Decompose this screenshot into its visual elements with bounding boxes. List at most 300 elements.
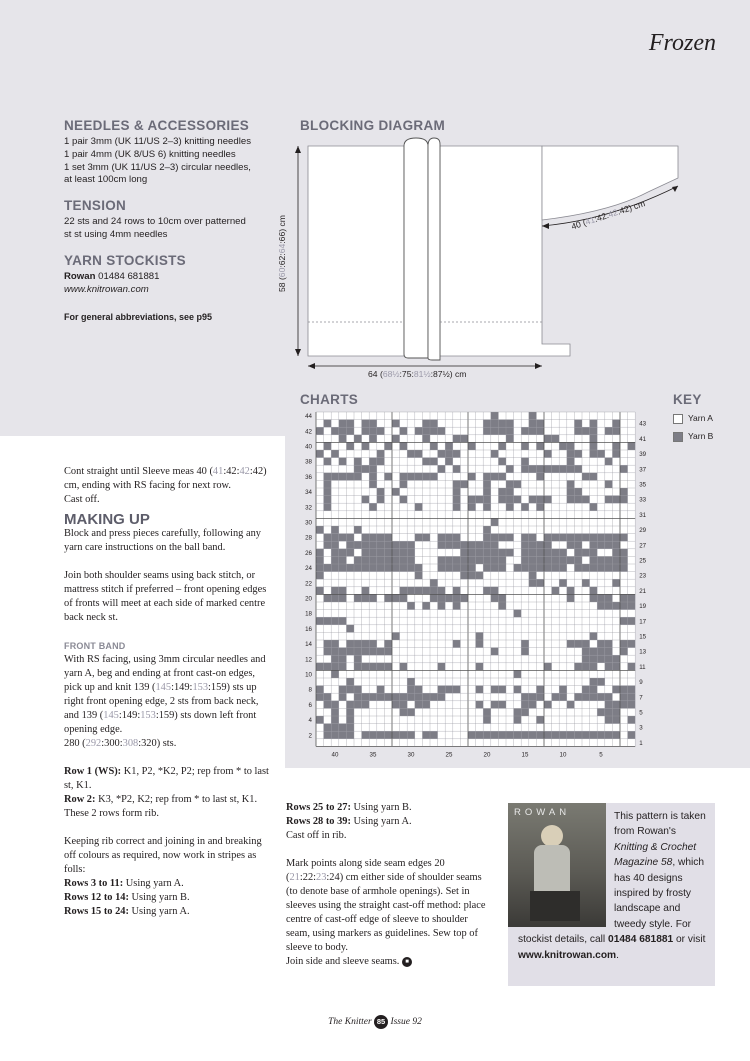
chart-cell-yarn-b [392,731,400,739]
chart-cell-yarn-b [483,541,491,549]
chart-cell-yarn-b [529,534,537,542]
chart-cell-yarn-b [491,541,499,549]
chart-cell-yarn-b [605,534,613,542]
chart-cell-yarn-b [407,693,415,701]
chart-cell-yarn-b [544,663,552,671]
chart-cell-yarn-b [453,534,461,542]
chart-cell-yarn-b [392,549,400,557]
chart-cell-yarn-b [483,427,491,435]
chart-tick-label: 35 [639,481,647,489]
chart-cell-yarn-b [536,686,544,694]
chart-cell-yarn-b [339,655,347,663]
chart-cell-yarn-b [476,632,484,640]
chart-cell-yarn-b [369,458,377,466]
chart-cell-yarn-b [620,594,628,602]
chart-tick-label: 11 [639,663,646,671]
chart-cell-yarn-b [521,541,529,549]
charts-heading: CHARTS [300,392,359,407]
chart-cell-yarn-b [331,731,339,739]
key-heading: KEY [673,392,702,407]
chart-cell-yarn-b [483,564,491,572]
chart-cell-yarn-b [415,686,423,694]
chart-cell-yarn-b [612,534,620,542]
chart-cell-yarn-b [407,450,415,458]
chart-cell-yarn-b [324,648,332,656]
chart-cell-yarn-b [362,693,370,701]
chart-cell-yarn-b [476,701,484,709]
chart-cell-yarn-b [590,427,598,435]
chart-cell-yarn-b [529,541,537,549]
sleeve-finish-text: Cont straight until Sleeve meas 40 (41:42:42:42) cm, ending with RS facing for next row. [64,466,267,491]
chart-cell-yarn-b [483,488,491,496]
chart-cell-yarn-b [346,442,354,450]
chart-cell-yarn-b [536,465,544,473]
chart-cell-yarn-b [574,549,582,557]
chart-cell-yarn-b [346,534,354,542]
chart-cell-yarn-b [605,458,613,466]
chart-cell-yarn-b [567,488,575,496]
chart-cell-yarn-b [597,564,605,572]
chart-cell-yarn-b [574,488,582,496]
chart-tick-label: 19 [639,603,647,611]
chart-tick-label: 5 [639,709,643,717]
chart-cell-yarn-b [552,564,560,572]
chart-cell-yarn-b [339,594,347,602]
chart-cell-yarn-b [392,488,400,496]
chart-cell-yarn-b [400,594,408,602]
chart-tick-label: 1 [639,739,643,747]
chart-cell-yarn-b [544,534,552,542]
chart-cell-yarn-b [339,427,347,435]
chart-cell-yarn-b [628,602,636,610]
chart-cell-yarn-b [438,686,446,694]
chart-cell-yarn-b [468,549,476,557]
chart-cell-yarn-b [552,465,560,473]
chart-cell-yarn-b [476,663,484,671]
chart-cell-yarn-b [574,496,582,504]
chart-cell-yarn-b [339,617,347,625]
chart-tick-label: 6 [308,701,312,709]
chart-cell-yarn-b [491,450,499,458]
chart-cell-yarn-b [605,594,613,602]
stripes-text: Keeping rib correct and joining in and breaking off colours as required, now work in stripes as folls: [64,836,262,875]
chart-cell-yarn-b [544,731,552,739]
chart-cell-yarn-b [346,708,354,716]
chart-cell-yarn-b [590,534,598,542]
chart-cell-yarn-b [476,640,484,648]
chart-cell-yarn-b [324,534,332,542]
chart-cell-yarn-b [324,541,332,549]
chart-cell-yarn-b [620,488,628,496]
chart-tick-label: 40 [331,751,339,759]
chart-cell-yarn-b [407,541,415,549]
chart-cell-yarn-b [438,534,446,542]
chart-cell-yarn-b [346,564,354,572]
making-up-text: Block and press pieces carefully, following any yarn care instructions on the ball band. [64,528,261,553]
chart-cell-yarn-b [468,731,476,739]
rows-3-11: Rows 3 to 11: Using yarn A. [64,878,184,889]
chart-cell-yarn-b [346,731,354,739]
chart-tick-label: 15 [521,751,529,759]
chart-cell-yarn-b [415,473,423,481]
chart-cell-yarn-b [590,594,598,602]
chart-cell-yarn-b [339,686,347,694]
chart-cell-yarn-b [346,716,354,724]
chart-tick-label: 33 [639,496,647,504]
chart-cell-yarn-b [453,480,461,488]
chart-tick-label: 29 [639,527,647,535]
chart-cell-yarn-b [544,450,552,458]
chart-cell-yarn-b [415,701,423,709]
chart-cell-yarn-b [316,693,324,701]
chart-cell-yarn-b [362,534,370,542]
front-band-heading: FRONT BAND [64,641,126,651]
chart-cell-yarn-b [491,701,499,709]
chart-cell-yarn-b [574,640,582,648]
stockist-brand: Rowan [64,270,96,282]
chart-cell-yarn-b [346,648,354,656]
chart-cell-yarn-b [483,716,491,724]
chart-cell-yarn-b [407,678,415,686]
page-footer [0,1015,750,1029]
chart-cell-yarn-b [498,458,506,466]
chart-tick-label: 12 [305,656,312,664]
chart-cell-yarn-b [316,686,324,694]
chart-cell-yarn-b [514,731,522,739]
chart-cell-yarn-b [498,534,506,542]
chart-cell-yarn-b [407,556,415,564]
chart-cell-yarn-b [590,587,598,595]
chart-cell-yarn-b [620,693,628,701]
chart-cell-yarn-b [415,693,423,701]
chart-cell-yarn-b [552,549,560,557]
chart-cell-yarn-b [445,541,453,549]
chart-cell-yarn-b [491,731,499,739]
abbreviations-note: For general abbreviations, see p95 [64,312,213,323]
chart-cell-yarn-b [628,731,636,739]
chart-cell-yarn-b [369,534,377,542]
chart-cell-yarn-b [331,655,339,663]
chart-cell-yarn-b [476,686,484,694]
chart-cell-yarn-b [559,731,567,739]
chart-cell-yarn-b [612,655,620,663]
chart-cell-yarn-b [620,496,628,504]
chart-cell-yarn-b [597,534,605,542]
chart-cell-yarn-b [590,655,598,663]
chart-cell-yarn-b [438,587,446,595]
chart-cell-yarn-b [612,564,620,572]
key-item-yarn-b: Yarn B [673,431,713,442]
chart-cell-yarn-b [415,587,423,595]
chart-cell-yarn-b [605,655,613,663]
chart-cell-yarn-b [331,556,339,564]
chart-cell-yarn-b [453,640,461,648]
chart-tick-label: 37 [639,466,647,474]
chart-cell-yarn-b [339,663,347,671]
chart-cell-yarn-b [369,556,377,564]
chart-cell-yarn-b [552,435,560,443]
chart-cell-yarn-b [506,420,514,428]
chart-cell-yarn-b [597,602,605,610]
chart-cell-yarn-b [331,450,339,458]
chart-cell-yarn-b [468,541,476,549]
chart-cell-yarn-b [597,693,605,701]
chart-cell-yarn-b [346,427,354,435]
chart-cell-yarn-b [597,556,605,564]
chart-cell-yarn-b [536,473,544,481]
chart-cell-yarn-b [430,442,438,450]
chart-cell-yarn-b [544,549,552,557]
chart-cell-yarn-b [476,731,484,739]
chart-cell-yarn-b [491,648,499,656]
chart-cell-yarn-b [324,640,332,648]
chart-cell-yarn-b [620,465,628,473]
chart-cell-yarn-b [468,556,476,564]
chart-cell-yarn-b [400,442,408,450]
chart-cell-yarn-b [506,534,514,542]
chart-cell-yarn-b [400,663,408,671]
chart-cell-yarn-b [430,579,438,587]
chart-cell-yarn-b [438,556,446,564]
chart-cell-yarn-b [339,564,347,572]
chart-cell-yarn-b [400,708,408,716]
chart-cell-yarn-b [362,556,370,564]
chart-cell-yarn-b [407,731,415,739]
chart-cell-yarn-b [377,450,385,458]
chart-cell-yarn-b [422,420,430,428]
chart-cell-yarn-b [521,442,529,450]
chart-cell-yarn-b [521,458,529,466]
page-number: 85 [374,1015,388,1029]
chart-cell-yarn-b [590,473,598,481]
chart-cell-yarn-b [552,587,560,595]
chart-cell-yarn-b [612,549,620,557]
chart-cell-yarn-b [453,450,461,458]
chart-cell-yarn-b [392,693,400,701]
seams-text: Join side and sleeve seams. ■ [286,955,492,969]
rows-28-39: Rows 28 to 39: Using yarn A. [286,816,412,827]
chart-tick-label: 9 [639,679,643,687]
chart-cell-yarn-b [354,701,362,709]
chart-cell-yarn-b [612,427,620,435]
chart-cell-yarn-b [460,549,468,557]
chart-cell-yarn-b [468,442,476,450]
chart-cell-yarn-b [574,564,582,572]
ad-text: This pattern is taken from Rowan's Knitting & Crochet Magazine 58, which has 40 designs inspired by frosty landscape and tweedy style. For stockist details, call 01484 681881 or visit www.knitrowan.com. [518,811,706,961]
chart-cell-yarn-b [331,716,339,724]
chart-cell-yarn-b [362,427,370,435]
chart-cell-yarn-b [628,686,636,694]
chart-cell-yarn-b [354,473,362,481]
chart-cell-yarn-b [362,496,370,504]
chart-cell-yarn-b [574,731,582,739]
making-up-heading: MAKING UP [64,511,150,528]
chart-cell-yarn-b [369,435,377,443]
chart-cell-yarn-b [316,716,324,724]
chart-cell-yarn-b [377,534,385,542]
sleeves-text: Mark points along side seam edges 20 (21:22:23:24) cm either side of shoulder seams (to denote base of armhole openings). Set in sleeves using the straight cast-off method: place centre of cast-off edge of sleeve to shoulder seam, using markers as guidelines. Sew top of sleeve to body. [286,858,486,953]
chart-cell-yarn-b [468,503,476,511]
chart-cell-yarn-b [514,686,522,694]
chart-cell-yarn-b [521,549,529,557]
chart-cell-yarn-b [438,450,446,458]
chart-cell-yarn-b [415,503,423,511]
chart-cell-yarn-b [536,442,544,450]
chart-cell-yarn-b [400,480,408,488]
chart-cell-yarn-b [331,670,339,678]
end-mark-icon: ■ [402,957,412,967]
chart-cell-yarn-b [559,579,567,587]
chart-cell-yarn-b [597,450,605,458]
chart-cell-yarn-b [582,427,590,435]
chart-cell-yarn-b [514,610,522,618]
chart-cell-yarn-b [362,594,370,602]
cover-brand: ROWAN [514,807,571,818]
shoulder-seams-text: Join both shoulder seams using back stitch, or mattress stitch if preferred – front opening edges of fronts will meet at each side of marked centre back neck st. [64,570,267,623]
chart-cell-yarn-b [362,701,370,709]
chart-cell-yarn-b [346,640,354,648]
chart-cell-yarn-b [369,693,377,701]
chart-cell-yarn-b [453,503,461,511]
tension-line: st st using 4mm needles [64,228,168,240]
chart-cell-yarn-b [612,701,620,709]
ad-url[interactable]: www.knitrowan.com [518,949,617,961]
chart-cell-yarn-b [430,427,438,435]
chart-cell-yarn-b [369,503,377,511]
chart-cell-yarn-b [483,731,491,739]
needles-line: 1 pair 4mm (UK 8/US 6) knitting needles [64,148,236,160]
chart-cell-yarn-b [483,556,491,564]
chart-cell-yarn-b [430,587,438,595]
blocking-heading: BLOCKING DIAGRAM [300,118,446,133]
chart-cell-yarn-b [346,678,354,686]
chart-cell-yarn-b [453,594,461,602]
chart-cell-yarn-b [536,716,544,724]
chart-tick-label: 41 [639,435,647,443]
chart-cell-yarn-b [506,427,514,435]
chart-cell-yarn-b [612,450,620,458]
chart-cell-yarn-b [331,427,339,435]
chart-cell-yarn-b [453,587,461,595]
chart-cell-yarn-b [316,526,324,534]
chart-cell-yarn-b [400,427,408,435]
needles-heading: NEEDLES & ACCESSORIES [64,118,250,133]
chart-tick-label: 15 [639,633,647,641]
chart-cell-yarn-b [605,663,613,671]
chart-cell-yarn-b [605,648,613,656]
chart-cell-yarn-b [346,473,354,481]
chart-cell-yarn-b [422,534,430,542]
chart-cell-yarn-b [559,534,567,542]
chart-cell-yarn-b [521,701,529,709]
chart-tick-label: 4 [308,717,312,725]
chart-cell-yarn-b [331,701,339,709]
chart-cell-yarn-b [384,640,392,648]
chart-cell-yarn-b [438,465,446,473]
chart-cell-yarn-b [354,556,362,564]
chart-tick-label: 35 [369,751,377,759]
front-band-text: With RS facing, using 3mm circular needles and yarn A, beg and ending at front cast-on edges, pick up and knit 139 (145:149:153:159) sts up right front opening edge, 2 sts from back neck, and 139 (145:149:153:159) sts down left front opening edge. [64,654,266,735]
chart-tick-label: 14 [305,641,312,649]
chart-cell-yarn-b [422,602,430,610]
chart-cell-yarn-b [567,480,575,488]
chart-cell-yarn-b [331,534,339,542]
chart-cell-yarn-b [491,686,499,694]
chart-cell-yarn-b [384,541,392,549]
tension-line: 22 sts and 24 rows to 10cm over patterned [64,216,246,228]
chart-tick-label: 43 [639,420,647,428]
chart-tick-label: 25 [639,557,647,565]
chart-tick-label: 26 [305,549,312,557]
rows-12-14: Rows 12 to 14: Using yarn B. [64,892,190,903]
chart-cell-yarn-b [612,541,620,549]
chart-cell-yarn-b [369,731,377,739]
stockist-phone: 01484 681881 [95,270,160,282]
chart-cell-yarn-b [491,412,499,420]
chart-cell-yarn-b [324,701,332,709]
chart-cell-yarn-b [514,708,522,716]
chart-cell-yarn-b [567,731,575,739]
chart-cell-yarn-b [574,534,582,542]
chart-cell-yarn-b [628,617,636,625]
chart-cell-yarn-b [483,496,491,504]
chart-cell-yarn-b [324,594,332,602]
chart-cell-yarn-b [514,670,522,678]
chart-cell-yarn-b [574,663,582,671]
chart-cell-yarn-b [384,594,392,602]
chart-cell-yarn-b [316,427,324,435]
chart-cell-yarn-b [468,572,476,580]
middle-column [286,801,492,969]
chart-cell-yarn-b [597,655,605,663]
chart-cell-yarn-b [574,541,582,549]
chart-cell-yarn-b [400,496,408,504]
chart-cell-yarn-b [567,496,575,504]
chart-cell-yarn-b [628,594,636,602]
cast-off-rib-text: Cast off in rib. [286,830,347,841]
chart-cell-yarn-b [346,420,354,428]
chart-cell-yarn-b [506,435,514,443]
chart-cell-yarn-b [612,442,620,450]
chart-cell-yarn-b [331,648,339,656]
chart-cell-yarn-b [316,564,324,572]
chart-cell-yarn-b [331,640,339,648]
chart-cell-yarn-b [369,564,377,572]
chart-cell-yarn-b [628,663,636,671]
chart-cell-yarn-b [369,594,377,602]
chart-cell-yarn-b [400,473,408,481]
chart-cell-yarn-b [377,693,385,701]
chart-cell-yarn-b [491,587,499,595]
chart-cell-yarn-b [324,564,332,572]
stockist-url[interactable]: www.knitrowan.com [64,283,149,295]
chart-cell-yarn-b [567,640,575,648]
chart-cell-yarn-b [483,526,491,534]
chart-cell-yarn-b [354,564,362,572]
chart-cell-yarn-b [559,442,567,450]
chart-cell-yarn-b [354,655,362,663]
chart-cell-yarn-b [567,556,575,564]
chart-cell-yarn-b [567,541,575,549]
chart-cell-yarn-b [491,518,499,526]
chart-cell-yarn-b [536,731,544,739]
chart-cell-yarn-b [453,541,461,549]
needles-line: 1 pair 3mm (UK 11/US 2–3) knitting needles [64,136,251,147]
chart-cell-yarn-b [567,594,575,602]
chart-tick-label: 24 [305,565,312,573]
chart-cell-yarn-b [590,693,598,701]
chart-cell-yarn-b [438,602,446,610]
